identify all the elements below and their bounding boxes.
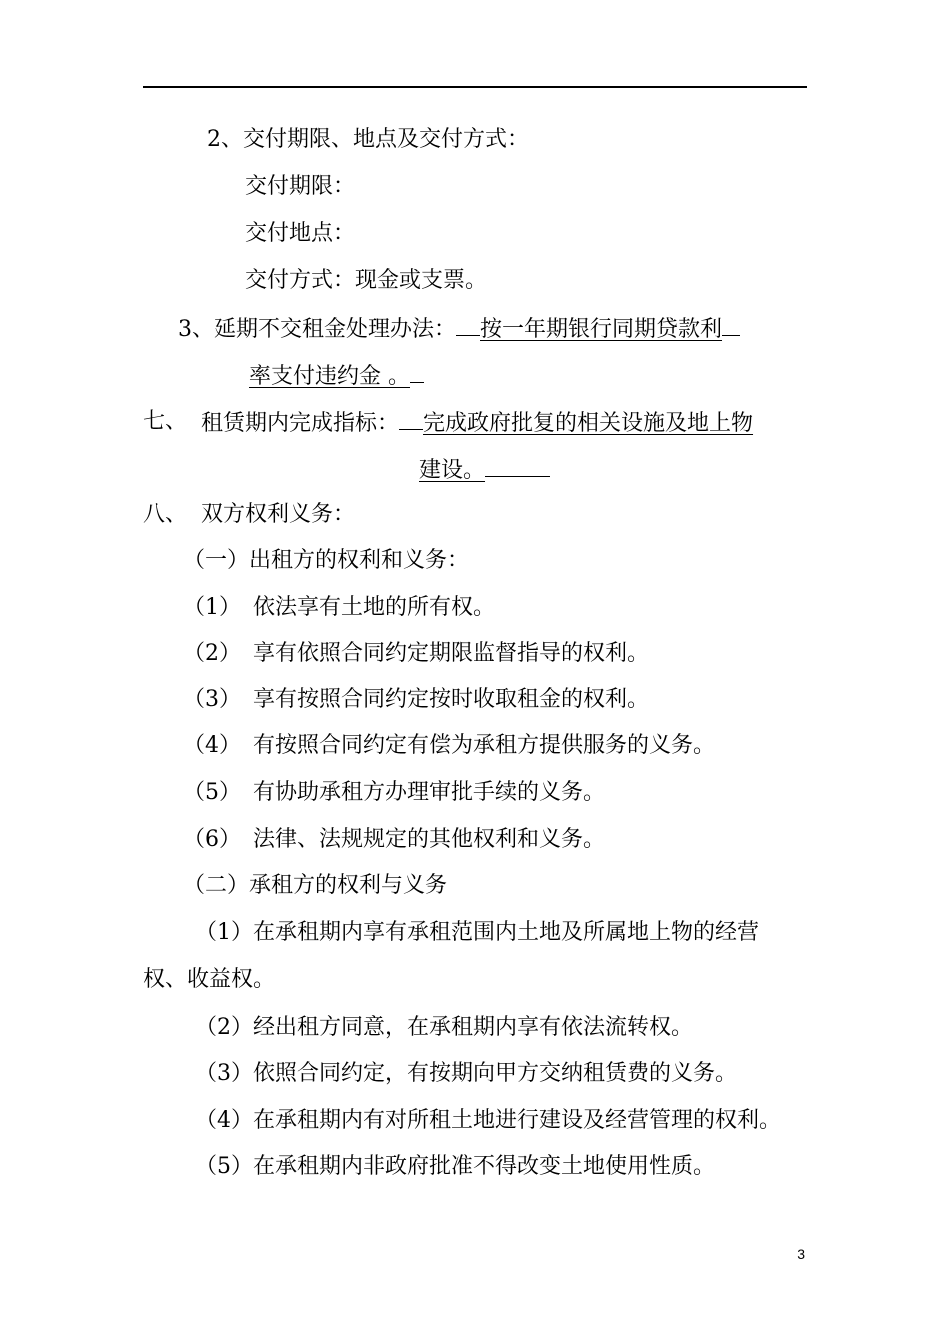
late-payment-label: 3、延期不交租金处理办法： — [178, 317, 456, 342]
lessee-rights-title: （二）承租方的权利与义务 — [183, 873, 448, 898]
item-text: 依法享有土地的所有权。 — [253, 595, 496, 620]
lessor-item — [183, 825, 605, 855]
item-number: （4） — [183, 733, 241, 758]
late-payment-clause — [178, 313, 740, 345]
item-text: 法律、法规规定的其他权利和义务。 — [253, 827, 606, 852]
lessor-item — [183, 685, 649, 715]
underline-pad — [456, 313, 480, 336]
lessor-item — [183, 778, 605, 808]
lessee-item-1-line-1: （1）在承租期内享有承租范围内土地及所属地上物的经营 — [195, 920, 759, 945]
delivery-deadline-label: 交付期限： — [245, 174, 356, 199]
delivery-method: 交付方式：现金或支票。 — [245, 268, 488, 293]
section-8-title: 双方权利义务： — [201, 502, 356, 527]
item-text: 有按照合同约定有偿为承租方提供服务的义务。 — [253, 733, 716, 758]
lessee-item-4: （4）在承租期内有对所租土地进行建设及经营管理的权利。 — [195, 1108, 781, 1133]
header-rule — [143, 86, 807, 88]
item-number: （5） — [183, 780, 241, 805]
late-payment-value-2 — [249, 360, 424, 392]
underline-pad — [399, 407, 423, 430]
item-text: 享有按照合同约定按时收取租金的权利。 — [253, 687, 650, 712]
lessee-item-1-line-2: 权、收益权。 — [143, 967, 276, 992]
completion-indicator-value-1: 完成政府批复的相关设施及地上物 — [423, 411, 754, 436]
section-8-heading: 八、 — [143, 502, 188, 527]
lessee-item-3: （3）依照合同约定，有按期向甲方交纳租赁费的义务。 — [195, 1061, 737, 1086]
lessee-item-5: （5）在承租期内非政府批准不得改变土地使用性质。 — [195, 1154, 715, 1179]
completion-indicator-value-2-text: 建设。 — [419, 458, 486, 483]
completion-indicator-value-2 — [419, 454, 550, 486]
item-text: 享有依照合同约定期限监督指导的权利。 — [253, 641, 650, 666]
lessor-rights-title: （一）出租方的权利和义务： — [183, 548, 470, 573]
delivery-terms-title: 2、交付期限、地点及交付方式： — [207, 127, 529, 152]
item-text: 有协助承租方办理审批手续的义务。 — [253, 780, 606, 805]
lessee-item-2: （2）经出租方同意，在承租期内享有依法流转权。 — [195, 1015, 693, 1040]
late-payment-value-2-text: 率支付违约金 。 — [249, 364, 410, 389]
underline-pad — [485, 454, 550, 477]
section-7-heading: 七、 — [143, 409, 188, 434]
completion-indicator — [201, 407, 753, 439]
lessor-item — [183, 593, 495, 623]
delivery-location-label: 交付地点： — [245, 221, 356, 246]
lessor-item — [183, 731, 715, 761]
page-number: 3 — [797, 1246, 805, 1262]
lessor-item — [183, 639, 649, 669]
item-number: （1） — [183, 595, 241, 620]
completion-indicator-label: 租赁期内完成指标： — [201, 411, 400, 436]
underline-pad — [722, 313, 740, 336]
item-number: （2） — [183, 641, 241, 666]
late-payment-value-1: 按一年期银行同期贷款利 — [480, 317, 723, 342]
item-number: （6） — [183, 827, 241, 852]
underline-pad — [410, 360, 424, 383]
item-number: （3） — [183, 687, 241, 712]
